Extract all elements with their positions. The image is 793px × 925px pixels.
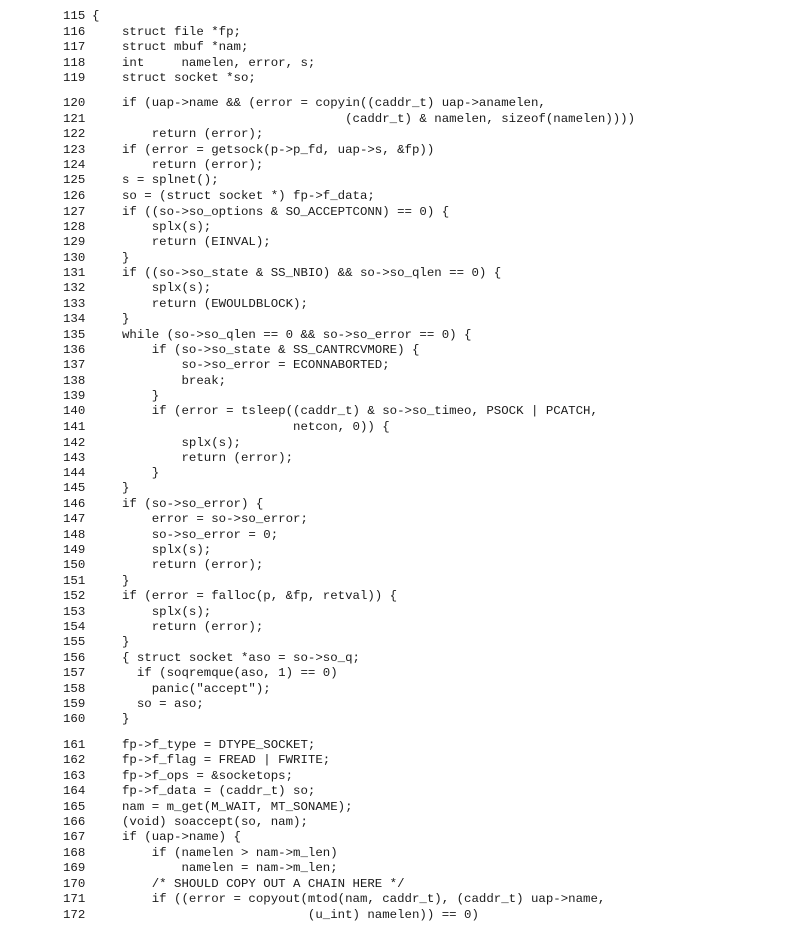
code-text: if ((so->so_options & SO_ACCEPTCONN) == 0) { [122,205,450,219]
code-line [0,604,793,620]
line-number: 162 [63,753,86,767]
code-text: while (so->so_qlen == 0 && so->so_error == 0) { [122,328,472,342]
code-line [0,737,793,753]
code-text: { [92,9,100,23]
code-line [0,142,793,158]
line-number: 132 [63,281,86,295]
code-text: s = splnet(); [122,173,219,187]
code-line [0,465,793,481]
code-text: splx(s); [122,220,212,234]
line-number: 169 [63,861,86,875]
code-line [0,891,793,907]
line-number: 123 [63,143,86,157]
code-text: struct mbuf *nam; [122,40,249,54]
code-text: (u_int) namelen)) == 0) [122,908,479,922]
code-line [0,511,793,527]
code-line [0,711,793,727]
code-line [0,799,793,815]
code-text: int namelen, error, s; [122,56,316,70]
code-line [0,450,793,466]
code-line [0,311,793,327]
line-number: 163 [63,769,86,783]
code-line [0,527,793,543]
code-line [0,327,793,343]
code-text: if ((error = copyout(mtod(nam, caddr_t), (caddr_t) uap->name, [122,892,606,906]
code-line [0,204,793,220]
line-number: 130 [63,251,86,265]
line-number: 168 [63,846,86,860]
code-text: return (EINVAL); [122,235,271,249]
code-text: so = (struct socket *) fp->f_data; [122,189,375,203]
code-text: nam = m_get(M_WAIT, MT_SONAME); [122,800,353,814]
line-number: 138 [63,374,86,388]
code-text: return (error); [122,558,264,572]
code-line [0,588,793,604]
code-line [0,696,793,712]
line-number: 127 [63,205,86,219]
line-number: 142 [63,436,86,450]
code-line [0,172,793,188]
line-number: 156 [63,651,86,665]
line-number: 133 [63,297,86,311]
line-number: 154 [63,620,86,634]
code-text: so->so_error = 0; [122,528,279,542]
code-line [0,907,793,923]
line-number: 167 [63,830,86,844]
code-text: netcon, 0)) { [122,420,390,434]
code-line [0,665,793,681]
code-text: splx(s); [122,281,212,295]
code-line [0,419,793,435]
code-text: } [122,635,130,649]
code-line [0,634,793,650]
line-number: 153 [63,605,86,619]
line-number: 147 [63,512,86,526]
line-number: 131 [63,266,86,280]
code-text: return (error); [122,620,264,634]
code-line [0,752,793,768]
code-text: return (EWOULDBLOCK); [122,297,308,311]
code-line [0,496,793,512]
line-number: 166 [63,815,86,829]
line-number: 119 [63,71,86,85]
code-text: so = aso; [122,697,204,711]
line-number: 116 [63,25,86,39]
code-text: fp->f_type = DTYPE_SOCKET; [122,738,316,752]
line-number: 128 [63,220,86,234]
code-text: break; [122,374,227,388]
code-text: if (namelen > nam->m_len) [122,846,338,860]
code-text: fp->f_ops = &socketops; [122,769,294,783]
code-text: } [122,312,130,326]
line-number: 140 [63,404,86,418]
code-text: { struct socket *aso = so->so_q; [122,651,360,665]
code-text: struct file *fp; [122,25,241,39]
line-number: 161 [63,738,86,752]
code-text: (caddr_t) & namelen, sizeof(namelen)))) [122,112,636,126]
code-line [0,188,793,204]
code-line [0,296,793,312]
line-number: 139 [63,389,86,403]
code-line [0,876,793,892]
code-text: if (error = falloc(p, &fp, retval)) { [122,589,398,603]
line-number: 144 [63,466,86,480]
line-number: 134 [63,312,86,326]
code-text: if (uap->name) { [122,830,241,844]
code-text: splx(s); [122,436,241,450]
code-text: if (so->so_error) { [122,497,264,511]
line-number: 148 [63,528,86,542]
code-line [0,39,793,55]
code-line [0,542,793,558]
line-number: 157 [63,666,86,680]
line-number: 146 [63,497,86,511]
line-number: 129 [63,235,86,249]
code-text: } [122,574,130,588]
code-text: if (error = getsock(p->p_fd, uap->s, &fp)) [122,143,435,157]
line-number: 115 [63,9,86,23]
code-text: } [122,481,130,495]
code-text: if (soqremque(aso, 1) == 0) [122,666,338,680]
code-line [0,435,793,451]
code-text: splx(s); [122,543,212,557]
line-number: 117 [63,40,86,54]
code-line [0,480,793,496]
code-text: if (error = tsleep((caddr_t) & so->so_timeo, PSOCK | PCATCH, [122,404,598,418]
code-text: return (error); [122,451,294,465]
line-number: 126 [63,189,86,203]
code-line [0,55,793,71]
line-number: 170 [63,877,86,891]
code-line [0,357,793,373]
line-number: 118 [63,56,86,70]
line-number: 151 [63,574,86,588]
code-text: panic("accept"); [122,682,271,696]
code-line [0,250,793,266]
line-number: 160 [63,712,86,726]
code-line [0,219,793,235]
code-line [0,234,793,250]
code-text: splx(s); [122,605,212,619]
code-text: (void) soaccept(so, nam); [122,815,308,829]
line-number: 143 [63,451,86,465]
line-number: 125 [63,173,86,187]
code-line [0,95,793,111]
code-line [0,557,793,573]
line-number: 135 [63,328,86,342]
code-line [0,783,793,799]
code-text: } [122,389,160,403]
code-text: namelen = nam->m_len; [122,861,338,875]
code-text: if (uap->name && (error = copyin((caddr_t) uap->anamelen, [122,96,546,110]
code-text: return (error); [122,158,264,172]
code-line [0,829,793,845]
line-number: 165 [63,800,86,814]
line-number: 122 [63,127,86,141]
line-number: 159 [63,697,86,711]
code-line [0,681,793,697]
line-number: 145 [63,481,86,495]
code-line [0,388,793,404]
code-text: fp->f_data = (caddr_t) so; [122,784,316,798]
code-line [0,403,793,419]
code-line [0,573,793,589]
code-text: struct socket *so; [122,71,256,85]
code-line [0,8,793,24]
line-number: 141 [63,420,86,434]
code-line [0,845,793,861]
code-line [0,619,793,635]
code-text: if ((so->so_state & SS_NBIO) && so->so_qlen == 0) { [122,266,502,280]
code-text: /* SHOULD COPY OUT A CHAIN HERE */ [122,877,405,891]
code-text: } [122,466,160,480]
code-text: if (so->so_state & SS_CANTRCVMORE) { [122,343,420,357]
line-number: 172 [63,908,86,922]
line-number: 137 [63,358,86,372]
line-number: 136 [63,343,86,357]
code-line [0,126,793,142]
code-line [0,280,793,296]
code-line [0,342,793,358]
line-number: 158 [63,682,86,696]
line-number: 120 [63,96,86,110]
code-text: return (error); [122,127,264,141]
code-line [0,24,793,40]
line-number: 152 [63,589,86,603]
line-number: 155 [63,635,86,649]
code-line [0,111,793,127]
line-number: 164 [63,784,86,798]
line-number: 124 [63,158,86,172]
code-line [0,265,793,281]
code-line [0,860,793,876]
code-line [0,157,793,173]
code-line [0,70,793,86]
code-text: } [122,251,130,265]
line-number: 171 [63,892,86,906]
line-number: 149 [63,543,86,557]
code-text: error = so->so_error; [122,512,308,526]
code-line [0,768,793,784]
code-line [0,650,793,666]
code-text: } [122,712,130,726]
code-text: fp->f_flag = FREAD | FWRITE; [122,753,331,767]
line-number: 121 [63,112,86,126]
code-line [0,373,793,389]
code-text: so->so_error = ECONNABORTED; [122,358,390,372]
line-number: 150 [63,558,86,572]
code-line [0,814,793,830]
